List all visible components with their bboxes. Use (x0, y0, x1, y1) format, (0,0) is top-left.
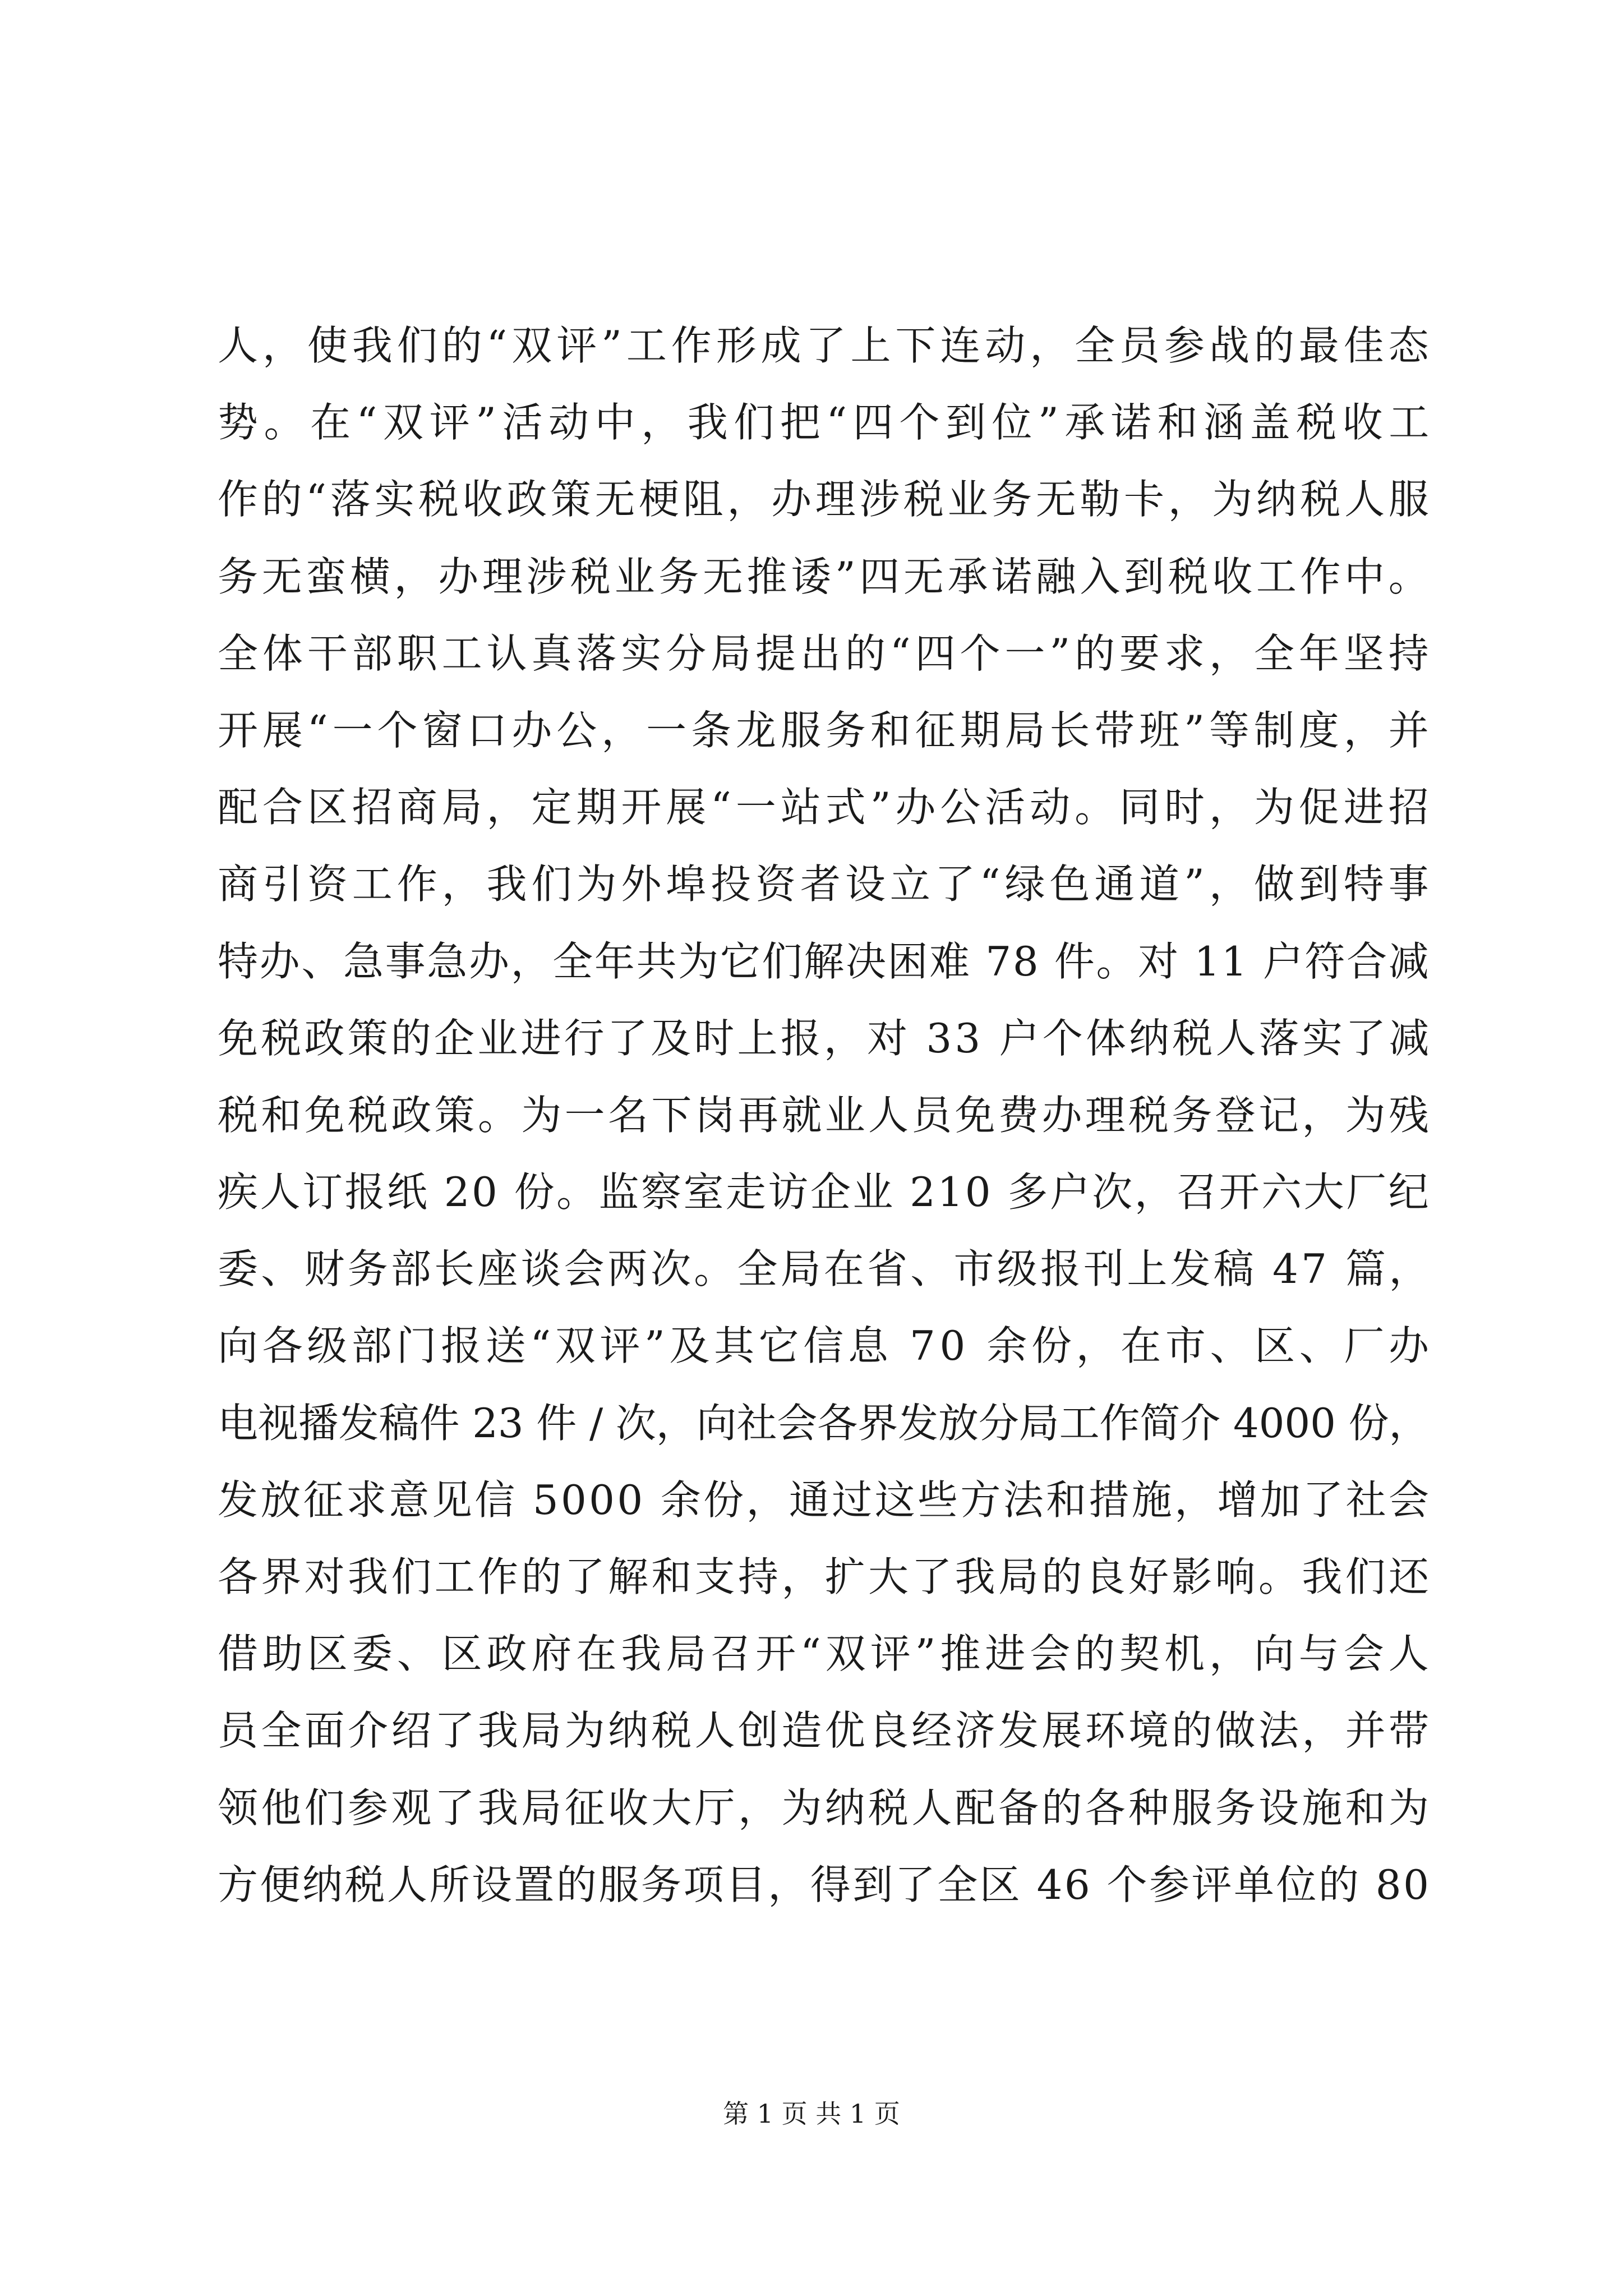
text-line: 委、财务部长座谈会两次。全局在省、市级报刊上发稿 47 篇， (218, 1245, 1432, 1293)
text-line: 方便纳税人所设置的服务项目，得到了全区 46 个参评单位的 80 (218, 1861, 1431, 1908)
text-line: 各界对我们工作的了解和支持，扩大了我局的良好影响。我们还 (218, 1553, 1432, 1600)
text-line: 商引资工作，我们为外埠投资者设立了“绿色通道”，做到特事 (218, 861, 1433, 908)
text-line: 开展“一个窗口办公，一条龙服务和征期局长带班”等制度，并 (218, 706, 1433, 754)
text-line: 特办、急事急办，全年共为它们解决困难 78 件。对 11 户符合减 (218, 937, 1431, 985)
text-line: 员全面介绍了我局为纳税人创造优良经济发展环境的做法，并带 (218, 1707, 1432, 1755)
text-line: 税和免税政策。为一名下岗再就业人员免费办理税务登记，为残 (218, 1091, 1432, 1139)
text-line: 人，使我们的“双评”工作形成了上下连动，全员参战的最佳态 (218, 322, 1433, 369)
text-line: 疾人订报纸 20 份。监察室走访企业 210 多户次，召开六大厂纪 (218, 1168, 1431, 1216)
text-line: 势。在“双评”活动中，我们把“四个到位”承诺和涵盖税收工 (218, 399, 1435, 447)
text-line: 借助区委、区政府在我局召开“双评”推进会的契机，向与会人 (218, 1630, 1433, 1678)
page-footer: 第 1 页 共 1 页 (723, 2099, 900, 2129)
text-line: 领他们参观了我局征收大厅，为纳税人配备的各种服务设施和为 (218, 1784, 1432, 1832)
text-line: 向各级部门报送“双评”及其它信息 70 余份，在市、区、厂办 (218, 1322, 1433, 1370)
body-paragraph (218, 307, 1435, 1924)
text-line: 务无蛮横，办理涉税业务无推诿”四无承诺融入到税收工作中。 (218, 553, 1433, 600)
text-line: 配合区招商局，定期开展“一站式”办公活动。同时，为促进招 (218, 784, 1433, 831)
text-line: 全体干部职工认真落实分局提出的“四个一”的要求，全年坚持 (218, 629, 1433, 677)
text-line: 作的“落实税收政策无梗阻，办理涉税业务无勒卡，为纳税人服 (218, 476, 1433, 523)
text-line: 发放征求意见信 5000 余份，通过这些方法和措施，增加了社会 (218, 1476, 1432, 1524)
text-line: 免税政策的企业进行了及时上报，对 33 户个体纳税人落实了减 (218, 1014, 1432, 1062)
text-line: 电视播发稿件 23 件 / 次，向社会各界发放分局工作简介 4000 份， (218, 1399, 1430, 1447)
